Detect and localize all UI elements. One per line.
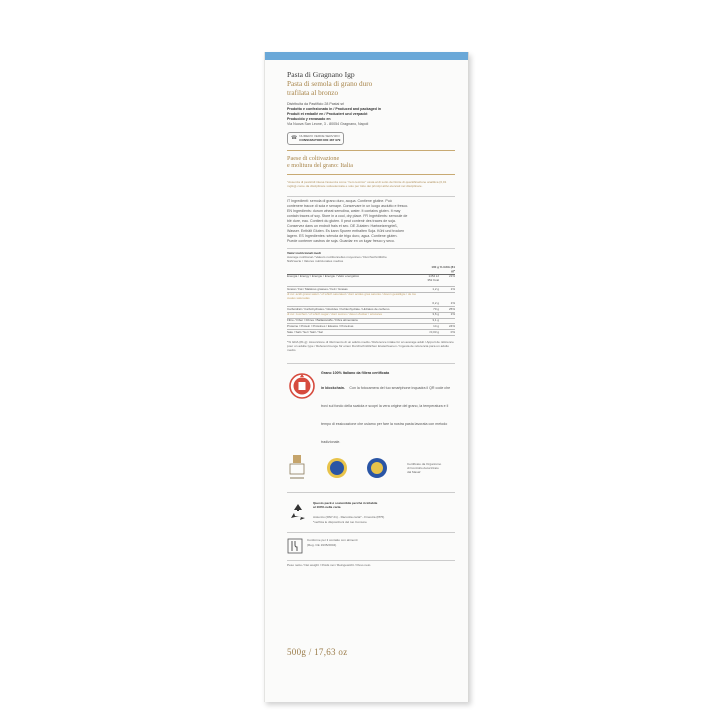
phone-icon: ☎ bbox=[291, 135, 298, 142]
row-gda: 0% bbox=[439, 330, 455, 336]
row-value: 3,6 g bbox=[423, 312, 439, 318]
ingredients-line: Wasser. Enthält Gluten. Es kann Spuren enthalten Soja. Kühl und trocken bbox=[287, 229, 405, 234]
ingredients-line: blé dure, eau. Contient du gluten. Il peut contenir des traces de soja. bbox=[287, 219, 396, 224]
col-header-100g: 100 g bbox=[423, 265, 439, 274]
ingredients-block bbox=[287, 199, 455, 244]
blockchain-title: in blockchain. bbox=[321, 386, 345, 391]
row-gda: 21% bbox=[439, 274, 455, 286]
food-contact-block bbox=[287, 538, 455, 554]
row-value: 70 g bbox=[423, 306, 439, 312]
distributor-block bbox=[287, 102, 455, 127]
row-value: 3,1 g bbox=[423, 318, 439, 324]
ingredients-line: contain traces of soy. Store in a cool, dry place. FR Ingrédients: semoule de bbox=[287, 214, 408, 219]
product-subtitle-1: Pasta di semola di grano duro bbox=[287, 80, 373, 88]
col-header-gda: % GDA (81 g)* bbox=[439, 265, 455, 273]
ingredients-line: lagern. ES Ingredientes: sémola de trigo duro, agua. Contiene gluten. bbox=[287, 234, 398, 239]
recycle-icon bbox=[287, 501, 309, 523]
row-value: <0,03 g bbox=[423, 330, 439, 336]
nutrition-subtitle: Average nutritional / Valeurs nutritionnelles moyennes / Durchschnittliche bbox=[287, 254, 387, 259]
recycle-title: al 100% nella carta bbox=[313, 505, 341, 510]
divider bbox=[287, 248, 455, 249]
row-label: Grassi / Fat / Matières grasses / Fett / Grasas bbox=[287, 287, 423, 293]
phone-number: CONSUMATORI 800 487 979 bbox=[299, 138, 341, 143]
distributor-line: Distribuita da Pastificio 28 Pastai srl bbox=[287, 102, 345, 106]
row-value: 1454 kJ 352 Kcal bbox=[423, 274, 439, 286]
produced-line: Prodotto e confezionato in / Produced and packaged in bbox=[287, 107, 382, 111]
row-gda: 1% bbox=[439, 292, 455, 306]
blue-top-strip bbox=[265, 52, 468, 60]
blockchain-title: Grano 100% Italiano da filiera certificata bbox=[321, 371, 390, 376]
eu-igp-seal-icon bbox=[326, 457, 348, 479]
recycle-detail: *verifica le disposizioni del tuo Comune bbox=[313, 519, 367, 524]
address-line: Via Nuova San Leone, 3 - 80054 Gragnano, Napoli bbox=[287, 122, 369, 126]
produced-line: Producido y envasado en bbox=[287, 117, 331, 121]
net-weight: 500g / 17,63 oz bbox=[287, 647, 348, 657]
nutrition-subtitle: Nährwerte / Valores nutricionales medios bbox=[287, 259, 344, 264]
row-value: 0,2 g bbox=[423, 292, 439, 306]
table-row bbox=[287, 330, 455, 336]
blockchain-block bbox=[287, 371, 455, 448]
row-gda: 25% bbox=[439, 306, 455, 312]
nutrition-footnote: *% GDA (81 g): Assunzione di riferimento di un adulto medio / Reference intake for an average adult / Apport de référence pour un adulte type / Referenzmenge für einen Durchschnittlichen Erwachsenen / Ingesta de referencia para un adulto medio bbox=[287, 339, 454, 353]
divider bbox=[287, 150, 455, 151]
blockchain-seal-icon bbox=[287, 371, 317, 401]
ingredients-line: Puede contener castros de soja. Guardar en un lugar fresco y seco. bbox=[287, 239, 395, 244]
divider bbox=[287, 492, 455, 493]
row-label: Fibre / Fiber / Fibres / Ballaststoffe / Fibra alimentaria bbox=[287, 318, 423, 324]
panel-content bbox=[287, 70, 455, 567]
food-contact-text: Conforme per il contatto con alimenti bbox=[307, 538, 358, 543]
phone-label: NUMERO VERDE SERVIZIO bbox=[299, 134, 340, 138]
origin-title: e molitura del grano: Italia bbox=[287, 162, 353, 170]
ingredients-line: EN Ingredients: durum wheat semolina, water. It contains gluten. It may bbox=[287, 209, 401, 214]
table-header-row bbox=[287, 265, 455, 274]
table-row bbox=[287, 274, 455, 286]
certification-text bbox=[407, 462, 455, 475]
row-value: 1,2 g bbox=[423, 287, 439, 293]
divider bbox=[287, 196, 455, 197]
pesticide-note: "Assenza di pesticidi intesa l'assenza come "zero tecnico" ossia al di sotto del limite di quantificazione analitica (0,01 mg/kg) come da disciplinare sottoelencata e solo per lotto dei principi attivi elencati nel disciplinare. bbox=[287, 179, 447, 189]
origin-title: Paese di coltivazione bbox=[287, 155, 340, 163]
row-value: 14 g bbox=[423, 324, 439, 330]
product-title: Pasta di Gragnano Igp bbox=[287, 70, 355, 79]
gragnano-igp-logo-icon bbox=[287, 454, 307, 482]
row-label: Carboidrati / Carbohydrates / Glucides / Kohlenhydrate / Hidratos de carbono bbox=[287, 306, 423, 312]
ingredients-line: Conservez dans un endroit frais et sec. DE Zutaten: Hartweizengrieß, bbox=[287, 224, 398, 229]
divider bbox=[287, 174, 455, 175]
net-weight-label: Peso netto / Net weight / Poids net / Reingewicht / Peso neto bbox=[287, 562, 371, 567]
row-label: Proteine / Protein / Protéines / Eiweiss / Proteínas bbox=[287, 324, 423, 330]
divider bbox=[287, 532, 455, 533]
cert-line: Certificato da Organismo bbox=[406, 461, 442, 466]
phone-badge bbox=[287, 132, 344, 145]
row-label: Sale / Salt / Sel / Salz / Sal bbox=[287, 330, 423, 336]
nutrition-header bbox=[287, 251, 455, 264]
row-gda: 1% bbox=[439, 287, 455, 293]
cert-line: dal Masaf bbox=[406, 470, 421, 475]
food-contact-text: (Reg. CE 1935/2004) bbox=[307, 542, 337, 547]
row-label: di cui: acidi grassi saturi / of which saturated / dont acides gras saturés / davon gesättigte / de los cuales saturadas bbox=[287, 292, 423, 306]
pasta-box-side-panel bbox=[264, 52, 469, 702]
divider bbox=[287, 560, 455, 561]
certification-logos bbox=[287, 454, 455, 482]
blockchain-body: Con la fotocamera del tuo smartphone inquadra il QR code che trovi sul fondo della scatola e scopri la vera origine del grano, la temperatura e il tempo di essiccazione che usiamo per fare la nostra pasta lavorata con metodo tradizionale. bbox=[321, 386, 451, 445]
product-subtitle-2: trafilata al bronzo bbox=[287, 89, 339, 97]
divider bbox=[287, 363, 455, 364]
eu-seal-icon bbox=[366, 457, 388, 479]
row-label: di cui: zuccheri / of which sugar / dont sucres / davon Zucker / azúcares bbox=[287, 312, 423, 318]
ingredients-line: contenere tracce di soia e senape. Conservare in un luogo asciutto e fresco. bbox=[287, 204, 409, 209]
food-contact-icon bbox=[287, 538, 303, 554]
row-gda: 24% bbox=[439, 324, 455, 330]
recycle-block bbox=[287, 501, 455, 524]
recycle-title: Questo pack è sostenibile perché riciclabile bbox=[313, 500, 378, 505]
phone-service bbox=[287, 132, 455, 145]
row-gda: 1% bbox=[439, 312, 455, 318]
produced-line: Produit et emballé en / Produziert und verpackt bbox=[287, 112, 368, 116]
table-row bbox=[287, 292, 455, 306]
recycle-detail: Astuccio (PAP 21) - Raccolta carta* - Finestra (PP5) bbox=[313, 515, 385, 520]
nutrition-title: Valori nutrizionali medi bbox=[287, 250, 321, 255]
row-label: Energia / Energy / Énergie / Energie / Valor energético bbox=[287, 274, 423, 286]
ingredients-line: IT Ingredienti: semola di grano duro, acqua. Contiene glutine. Può bbox=[287, 199, 392, 204]
nutrition-table bbox=[287, 265, 455, 335]
cert-line: di Controllo Autorizzato bbox=[406, 466, 439, 471]
